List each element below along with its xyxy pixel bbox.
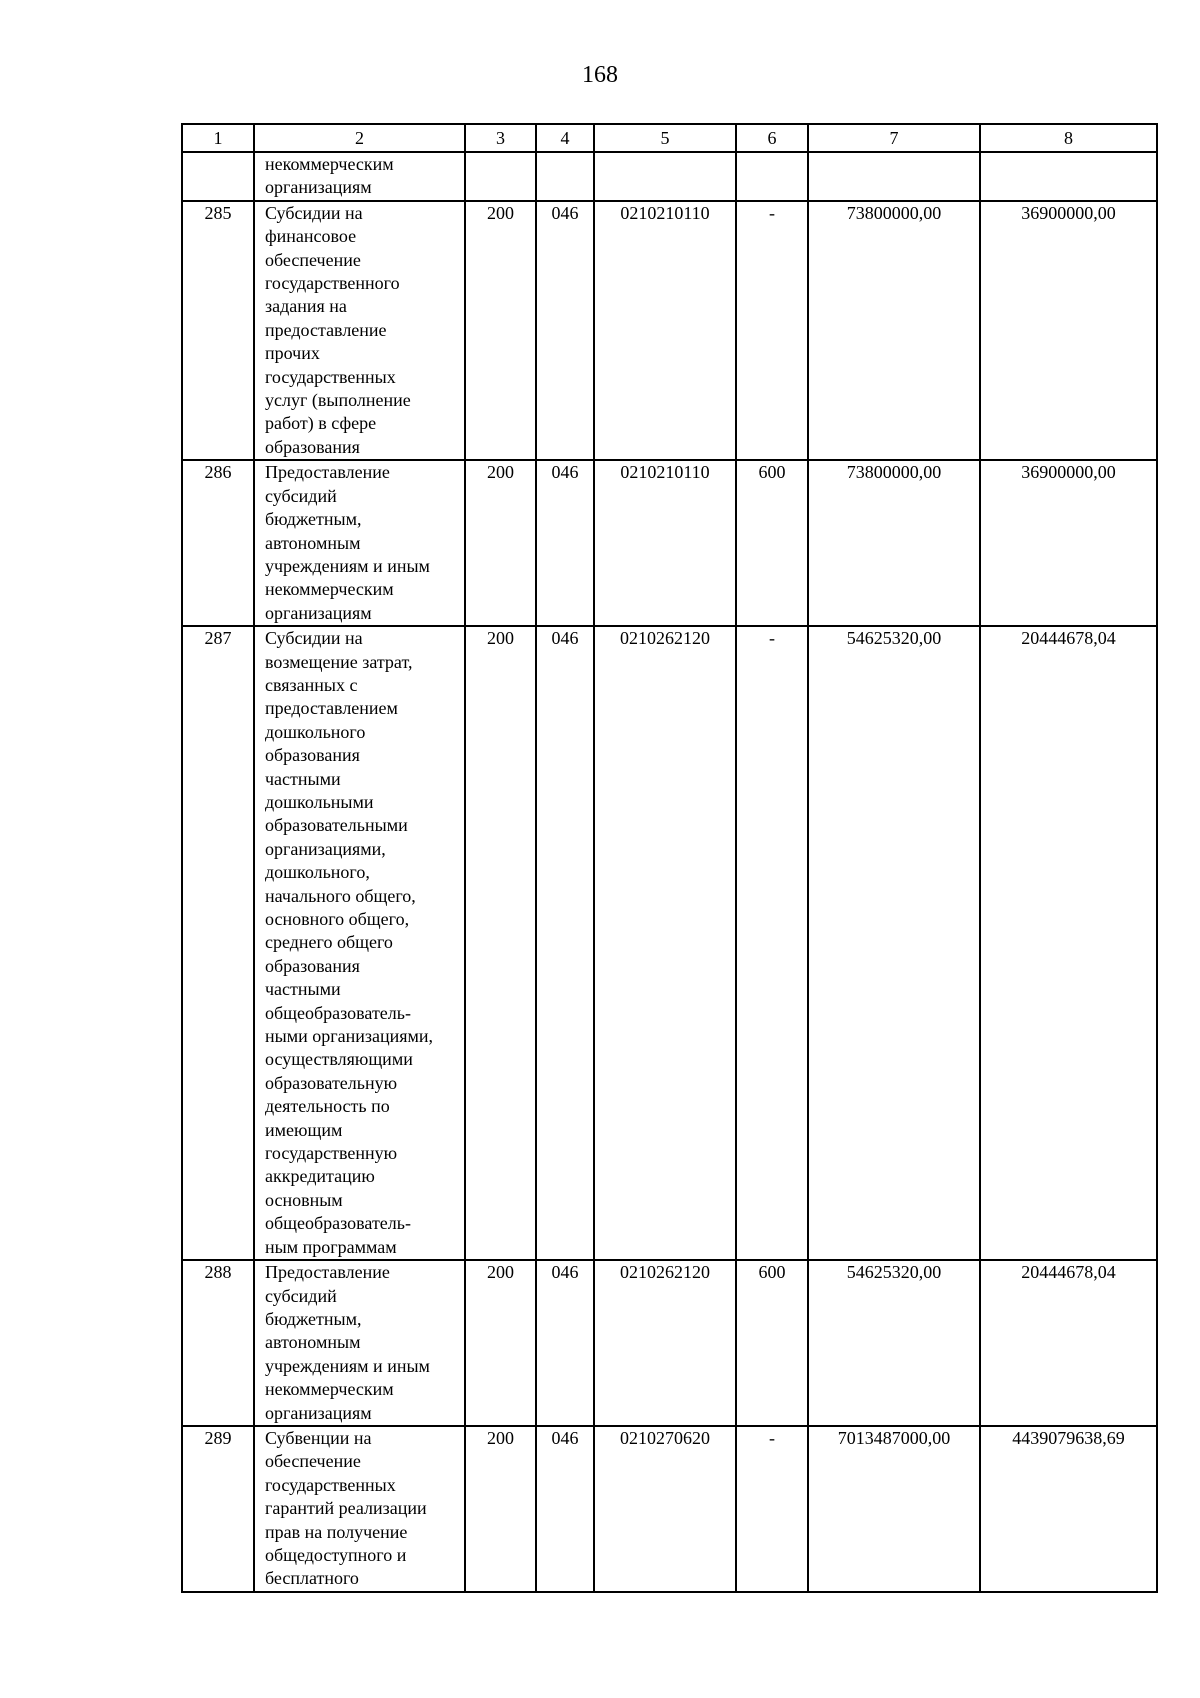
item-name-line: образовательную <box>265 1072 398 1093</box>
item-name-line: Субвенции на <box>265 1427 372 1448</box>
column-header: 5 <box>594 124 736 152</box>
item-name-line: основным <box>265 1189 343 1210</box>
item-name-line: начального общего, <box>265 885 416 906</box>
item-name-line: дошкольного, <box>265 862 370 883</box>
item-name-cell <box>254 460 465 626</box>
item-name-line: финансовое <box>265 226 357 247</box>
column-header: 4 <box>536 124 594 152</box>
item-name-line: учреждениям и иным <box>265 1355 430 1376</box>
row-number-cell: 289 <box>182 1426 254 1592</box>
column-8-cell: 36900000,00 <box>980 460 1157 626</box>
item-name-cell <box>254 1426 465 1592</box>
item-name-line: ными организациями, <box>265 1026 434 1047</box>
item-name-line: бюджетным, <box>265 1308 362 1329</box>
column-8-cell: 20444678,04 <box>980 1260 1157 1426</box>
item-name-line: предоставлением <box>265 698 398 719</box>
item-name-cell <box>254 626 465 1260</box>
column-header: 6 <box>736 124 808 152</box>
table-header-row <box>182 124 1157 152</box>
item-name-line: связанных с <box>265 674 358 695</box>
column-header: 2 <box>254 124 465 152</box>
item-name-line: частными <box>265 979 341 1000</box>
column-7-cell <box>808 152 980 201</box>
column-4-cell: 046 <box>536 201 594 460</box>
column-4-cell <box>536 152 594 201</box>
column-header: 7 <box>808 124 980 152</box>
column-6-cell <box>736 152 808 201</box>
item-name-line: прочих <box>265 343 320 364</box>
column-8-cell: 4439079638,69 <box>980 1426 1157 1592</box>
column-8-cell: 36900000,00 <box>980 201 1157 460</box>
item-name-line: основного общего, <box>265 909 410 929</box>
item-name-line: образования <box>265 955 360 976</box>
row-number-cell: 287 <box>182 626 254 1260</box>
item-name-line: предоставление <box>265 319 387 340</box>
column-5-cell: 0210210110 <box>594 460 736 626</box>
column-6-cell: 600 <box>736 1260 808 1426</box>
item-name-line: государственного <box>265 273 400 294</box>
column-7-cell: 54625320,00 <box>808 1260 980 1426</box>
table-row <box>182 152 1157 201</box>
column-8-cell <box>980 152 1157 201</box>
item-name-line: услуг (выполнение <box>265 390 411 411</box>
item-name-line: Субсидии на <box>265 202 363 223</box>
column-5-cell: 0210262120 <box>594 1260 736 1426</box>
item-name-line: государственную <box>265 1143 398 1164</box>
item-name-line: гарантий реализации <box>265 1498 427 1519</box>
item-name-line: организациям <box>265 602 372 623</box>
item-name-line: некоммерческим <box>265 579 394 600</box>
row-number-cell <box>182 152 254 201</box>
column-4-cell: 046 <box>536 460 594 626</box>
row-number-cell: 285 <box>182 201 254 460</box>
column-4-cell: 046 <box>536 1260 594 1426</box>
item-name-line: работ) в сфере <box>265 413 377 434</box>
column-3-cell: 200 <box>465 460 536 626</box>
item-name-line: деятельность по <box>265 1096 390 1117</box>
item-name-cell <box>254 201 465 460</box>
item-name-line: некоммерческим <box>265 1379 394 1400</box>
row-number-cell: 288 <box>182 1260 254 1426</box>
item-name-line: общеобразователь- <box>265 1213 411 1234</box>
table-row <box>182 201 1157 460</box>
column-7-cell: 54625320,00 <box>808 626 980 1260</box>
column-3-cell: 200 <box>465 201 536 460</box>
item-name-line: государственных <box>265 1474 396 1495</box>
item-name-line: образования <box>265 745 360 766</box>
column-3-cell <box>465 152 536 201</box>
item-name-line: бесплатного <box>265 1568 359 1589</box>
item-name-line: имеющим <box>265 1119 343 1140</box>
column-7-cell: 73800000,00 <box>808 201 980 460</box>
column-6-cell: - <box>736 1426 808 1592</box>
item-name-line: возмещение затрат, <box>265 651 413 672</box>
item-name-line: обеспечение <box>265 249 361 270</box>
column-5-cell <box>594 152 736 201</box>
column-7-cell: 73800000,00 <box>808 460 980 626</box>
column-3-cell: 200 <box>465 626 536 1260</box>
column-header: 1 <box>182 124 254 152</box>
item-name-line: прав на получение <box>265 1521 408 1542</box>
column-header: 3 <box>465 124 536 152</box>
item-name-line: ным программам <box>265 1236 397 1257</box>
table-row <box>182 626 1157 1260</box>
column-6-cell: - <box>736 201 808 460</box>
column-header: 8 <box>980 124 1157 152</box>
budget-table <box>181 123 1158 1593</box>
column-7-cell: 7013487000,00 <box>808 1426 980 1592</box>
item-name-line: образовательными <box>265 815 408 836</box>
item-name-line: дошкольного <box>265 721 366 742</box>
column-5-cell: 0210210110 <box>594 201 736 460</box>
item-name-line: автономным <box>265 1332 361 1353</box>
item-name-line: образования <box>265 436 360 457</box>
item-name-line: аккредитацию <box>265 1166 375 1187</box>
item-name-line: Предоставление <box>265 1262 390 1283</box>
column-3-cell: 200 <box>465 1260 536 1426</box>
item-name-line: государственных <box>265 366 396 387</box>
item-name-line: осуществляющими <box>265 1049 413 1070</box>
item-name-line: некоммерческим <box>265 154 394 174</box>
item-name-line: субсидий <box>265 1285 337 1306</box>
item-name-line: организациям <box>265 1402 372 1423</box>
table-body <box>182 152 1157 1592</box>
table-row <box>182 1260 1157 1426</box>
table-row <box>182 1426 1157 1592</box>
column-6-cell: 600 <box>736 460 808 626</box>
item-name-cell <box>254 152 465 201</box>
item-name-line: общедоступного и <box>265 1544 407 1565</box>
column-4-cell: 046 <box>536 626 594 1260</box>
table-row <box>182 460 1157 626</box>
item-name-line: общеобразователь- <box>265 1002 411 1023</box>
column-5-cell: 0210270620 <box>594 1426 736 1592</box>
row-number-cell: 286 <box>182 460 254 626</box>
item-name-line: бюджетным, <box>265 509 362 530</box>
item-name-line: организациям <box>265 177 372 198</box>
item-name-line: частными <box>265 768 341 789</box>
item-name-line: организациями, <box>265 838 386 859</box>
item-name-line: Субсидии на <box>265 628 363 649</box>
column-4-cell: 046 <box>536 1426 594 1592</box>
item-name-line: автономным <box>265 532 361 553</box>
item-name-cell <box>254 1260 465 1426</box>
item-name-line: субсидий <box>265 485 337 506</box>
column-5-cell: 0210262120 <box>594 626 736 1260</box>
item-name-line: задания на <box>265 296 347 317</box>
column-8-cell: 20444678,04 <box>980 626 1157 1260</box>
page-number: 168 <box>582 62 618 88</box>
item-name-line: Предоставление <box>265 462 390 483</box>
item-name-line: среднего общего <box>265 932 393 953</box>
item-name-line: обеспечение <box>265 1451 361 1472</box>
column-3-cell: 200 <box>465 1426 536 1592</box>
item-name-line: учреждениям и иным <box>265 555 430 576</box>
column-6-cell: - <box>736 626 808 1260</box>
item-name-line: дошкольными <box>265 791 374 812</box>
